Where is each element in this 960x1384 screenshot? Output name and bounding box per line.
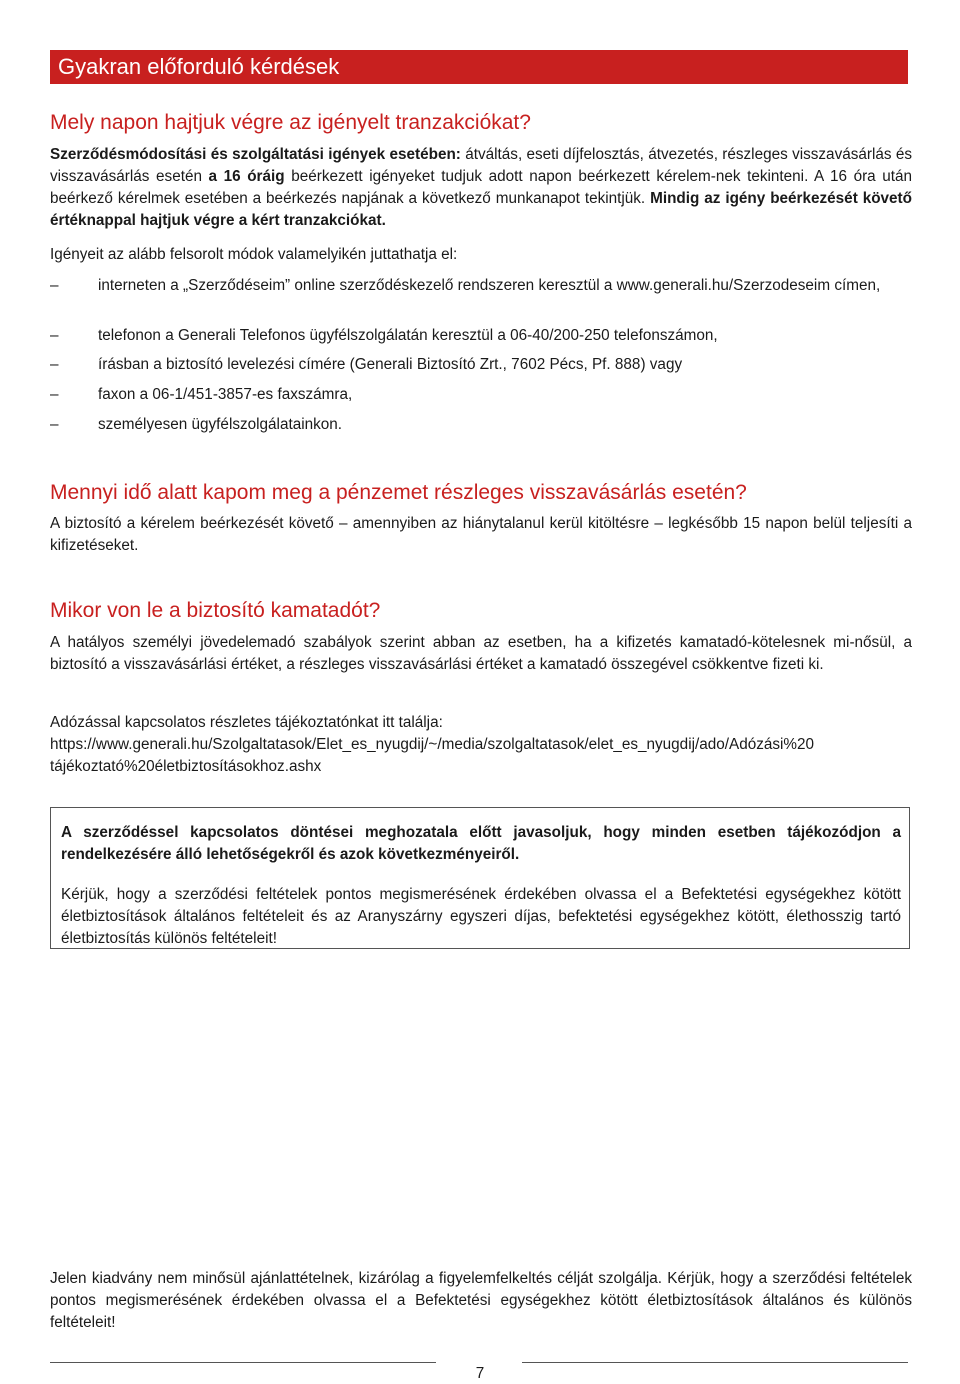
notice-bold: A szerződéssel kapcsolatos döntései meghozatala előtt javasoljuk, hogy minden esetben tájékozódjon a rendelkezésére álló lehetőségekről és azok következményeiről. <box>61 824 901 863</box>
paragraph-submission-intro: Igényeit az alább felsorolt módok valamelyikén juttathatja el: <box>50 246 458 263</box>
section-banner: Gyakran előforduló kérdések <box>50 50 908 84</box>
list-item-text: írásban a biztosító levelezési címére (Generali Biztosító Zrt., 7602 Pécs, Pf. 888) vagy <box>98 356 683 373</box>
dash-bullet: – <box>50 277 59 294</box>
dash-bullet: – <box>50 327 59 344</box>
heading-transaction-date: Mely napon hajtjuk végre az igényelt tranzakciókat? <box>50 111 531 134</box>
tax-info-line: Adózással kapcsolatos részletes tájékoztatónkat itt találja: <box>50 714 443 731</box>
paragraph-interest-tax: A hatályos személyi jövedelemadó szabályok szerint abban az esetben, ha a kifizetés kamatadó-kötelesnek mi-nősül, a biztosító a visszavásárlási értéket, a részleges visszavásárlási értéket a kamatadó összegével csökkentve fizeti ki. <box>50 634 912 673</box>
bold-intro: Szerződésmódosítási és szolgáltatási igények esetében: <box>50 146 461 163</box>
heading-interest-tax: Mikor von le a biztosító kamatadót? <box>50 599 381 622</box>
notice-box <box>50 807 910 949</box>
list-item-text: faxon a 06-1/451-3857-es faxszámra, <box>98 386 353 403</box>
tax-info-link-continued[interactable]: tájékoztató%20életbiztosításokhoz.ashx <box>50 758 322 775</box>
list-item-text: személyesen ügyfélszolgálatainkon. <box>98 416 343 433</box>
notice-text: Kérjük, hogy a szerződési feltételek pontos megismerésének érdekében olvassa el a Befektetési egységekhez kötött életbiztosítások általános feltételeit és az Aranyszárny egyszeri díjas, befektetési egységekhez kötött, élethosszig tartó életbiztosítás különös feltételeit! <box>61 886 901 947</box>
dash-bullet: – <box>50 356 59 373</box>
page-rule-right <box>522 1362 908 1363</box>
page-rule-left <box>50 1362 436 1363</box>
dash-bullet: – <box>50 386 59 403</box>
bold-conclusion: Mindig az igény beérkezését követő értéknappal hajtjuk végre a kért tranzakciókat. <box>50 190 912 229</box>
list-item-text: interneten a „Szerződéseim” online szerződéskezelő rendszeren keresztül a www.generali.hu/Szerzodeseim címen, <box>98 277 881 294</box>
bold-deadline: a 16 óráig <box>208 168 285 185</box>
paragraph-payout: A biztosító a kérelem beérkezését követő – amennyiben az hiánytalanul kerül kitöltésre – legkésőbb 15 napon belül teljesíti a kifizetéseket. <box>50 515 912 554</box>
text-rest: beérkezett igényeket tudjuk adott napon beérkezett kérelem-nek tekinteni. A 16 óra után beérkező kérelmek esetében a beérkezés napjának a következő munkanapot tekintjük. <box>50 168 913 207</box>
dash-bullet: – <box>50 416 59 433</box>
paragraph-transaction-rules <box>50 144 912 232</box>
list-item-text: telefonon a Generali Telefonos ügyfélszolgálatán keresztül a 06-40/200-250 telefonszámon, <box>98 327 718 344</box>
footer-disclaimer: Jelen kiadvány nem minősül ajánlattételnek, kizárólag a figyelemfelkeltés célját szolgálja. Kérjük, hogy a szerződési feltételek pontos megismerésének érdekében olvassa el a Befektetési egységekhez kötött életbiztosítások általános és különös feltételeit! <box>50 1270 912 1331</box>
page-number: 7 <box>475 1365 485 1382</box>
tax-info-link[interactable]: https://www.generali.hu/Szolgaltatasok/Elet_es_nyugdij/~/media/szolgaltatasok/elet_es_nyugdij/ado/Adózási%20 <box>50 736 815 753</box>
heading-payout-time: Mennyi idő alatt kapom meg a pénzemet részleges visszavásárlás esetén? <box>50 481 747 504</box>
text-mid: átváltás, eseti díjfelosztás, átvezetés, részleges visszavásárlás és visszavásárlás esetén <box>50 146 913 185</box>
